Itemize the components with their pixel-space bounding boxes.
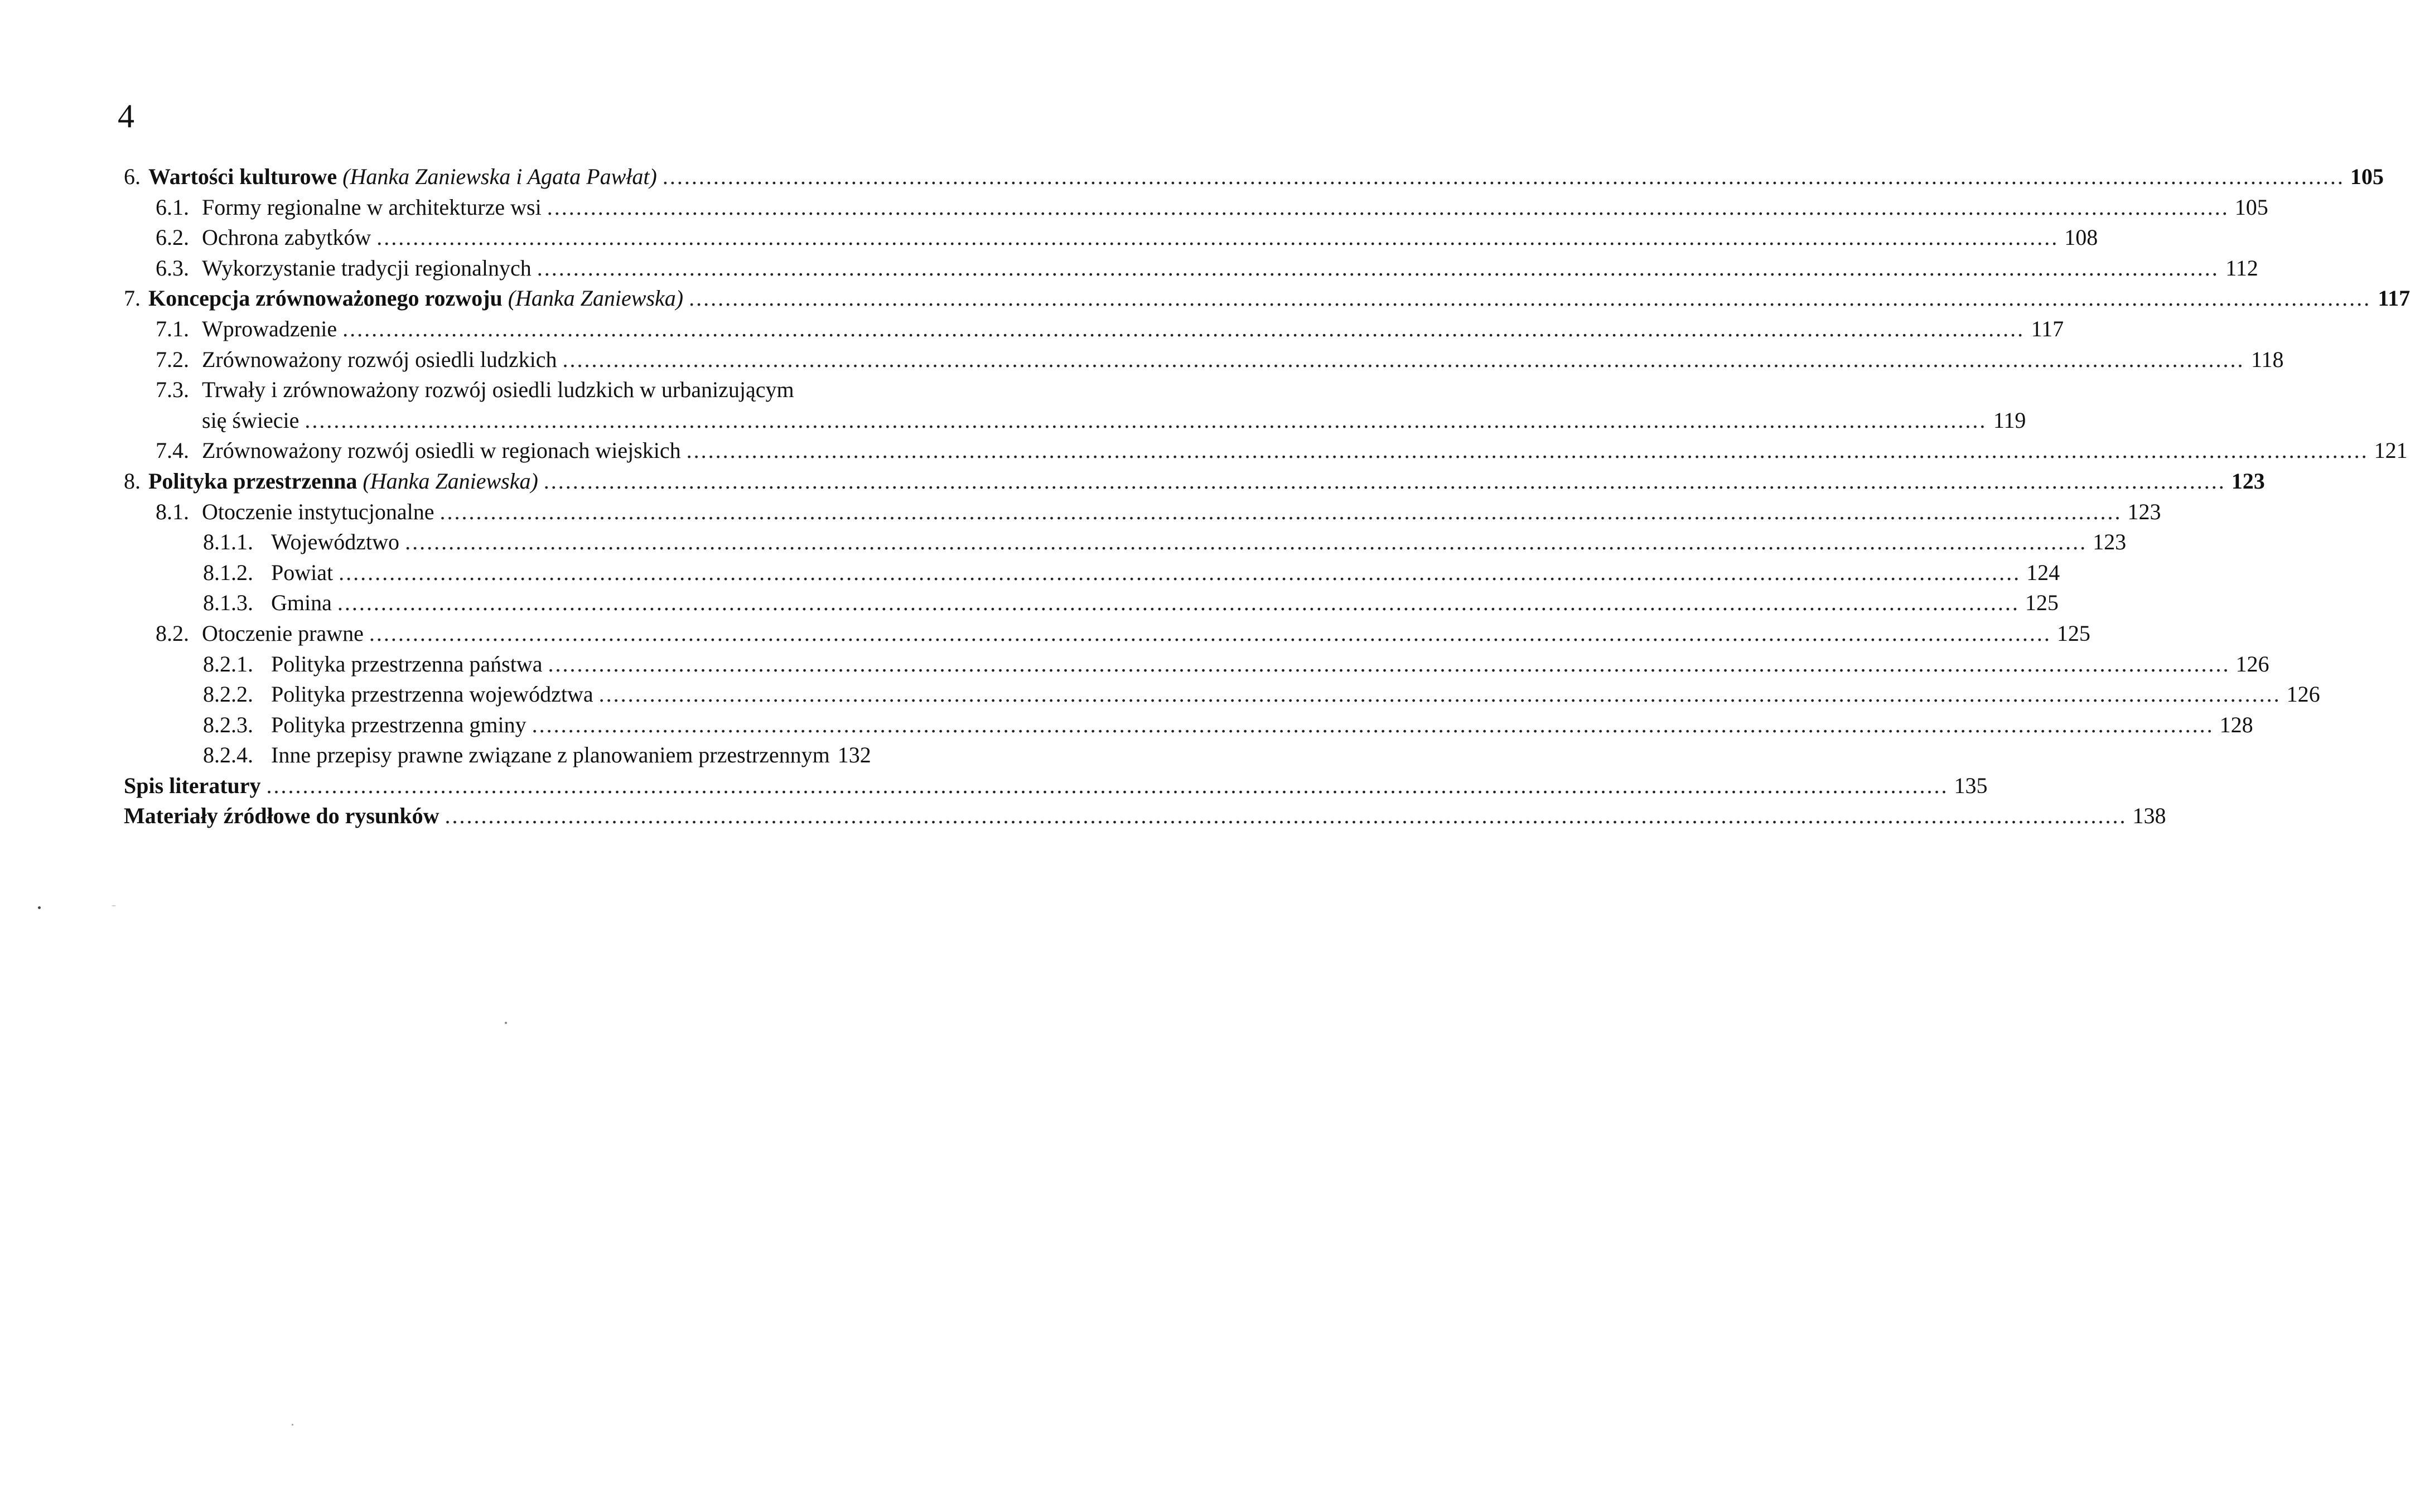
toc-entry-title: Otoczenie instytucjonalne [202,499,434,524]
toc-entry-page: 126 [2286,682,2320,707]
toc-entry-title: Wykorzystanie tradycji regionalnych [202,255,532,281]
toc-entry-number: 7.2. [156,346,189,372]
dot-leader [376,223,2059,253]
dot-leader [548,649,2230,680]
toc-entry-title: Polityka przestrzenna państwa [271,651,543,677]
toc-entry-number: 7.4. [156,438,189,463]
dot-leader [547,192,2229,223]
toc-entry-title: Koncepcja zrównoważonego rozwoju (Hanka Zaniewska) [148,286,684,311]
toc-entry-author: (Hanka Zaniewska i Agata Pawłat) [342,164,657,189]
toc-entry-page: 124 [2026,559,2060,585]
toc-entry[interactable] [124,649,2269,680]
toc-entry-title: Polityka przestrzenna (Hanka Zaniewska) [148,468,538,494]
toc-entry-number: 7. [124,286,141,311]
toc-entry[interactable] [124,466,2265,497]
toc-entry-page: 105 [2234,194,2268,220]
toc-entry[interactable] [124,375,982,405]
toc-entry-author: (Hanka Zaniewska) [508,286,684,311]
toc-entry-number: 8.2.2. [203,682,253,707]
toc-entry-title: Powiat [271,559,334,585]
toc-entry[interactable] [124,436,2408,466]
toc-entry-number: 6.2. [156,225,189,250]
toc-entry[interactable] [124,558,2060,588]
toc-entry[interactable] [124,740,982,771]
dot-leader [440,497,2122,528]
dot-leader [537,253,2219,284]
toc-entry-title: Województwo [271,529,400,555]
dot-leader [689,283,2371,314]
toc-entry-title: Polityka przestrzenna gminy [271,712,527,737]
toc-entry-title: Otoczenie prawne [202,620,364,646]
toc-entry[interactable] [124,801,2166,832]
toc-entry[interactable] [124,588,2059,619]
toc-entry-page: 126 [2235,651,2269,677]
scan-speck [112,905,116,906]
toc-entry-page: 121 [2374,438,2408,463]
toc-entry-page: 123 [2093,529,2127,555]
dot-leader [532,710,2214,741]
page-number: 4 [118,98,134,134]
toc-entry-title: Inne przepisy prawne związane z planowaniem przestrzennym [271,742,830,768]
toc-entry-page: 125 [2025,590,2059,616]
toc-entry-title: Wprowadzenie [202,316,337,341]
toc-entry-number: 6. [124,164,141,189]
toc-entry-number: 8.2.4. [203,742,253,768]
toc-entry-page: 118 [2251,346,2284,372]
toc-entry-title: Zrównoważony rozwój osiedli ludzkich [202,346,557,372]
toc-entry-page: 105 [2350,164,2384,189]
toc-entry[interactable] [124,253,2258,284]
toc-entry[interactable] [124,771,1988,801]
toc-entry-page: 123 [2231,468,2265,494]
toc-entry-title: Zrównoważony rozwój osiedli w regionach wiejskich [202,438,681,463]
toc-entry-title: Materiały źródłowe do rysunków [124,803,440,829]
dot-leader [369,619,2051,649]
toc-entry-title: Spis literatury [124,772,261,798]
dot-leader [663,162,2345,192]
toc-entry-page: 117 [2378,286,2410,311]
toc-entry-number: 8.1.3. [203,590,253,616]
scan-speck [505,1022,507,1024]
dot-leader [342,314,2025,345]
toc-entry[interactable] [124,710,2253,741]
toc-entry-number: 7.1. [156,316,189,341]
toc-entry[interactable] [124,345,2284,375]
dot-leader [337,588,2020,619]
scan-speck [38,906,41,909]
dot-leader [544,466,2226,497]
toc-entry-page: 108 [2064,225,2098,250]
toc-entry-page: 132 [837,742,871,768]
table-of-contents [124,162,2410,832]
dot-leader [599,679,2281,710]
toc-entry-number: 8.2.1. [203,651,253,677]
toc-entry-number: 6.1. [156,194,189,220]
toc-entry-number: 8.1.2. [203,559,253,585]
toc-entry-number: 8.1.1. [203,529,253,555]
toc-entry[interactable] [124,497,2161,528]
toc-entry-number: 8.1. [156,499,189,524]
toc-entry-title: Trwały i zrównoważony rozwój osiedli ludzkich w urbanizującym [202,377,794,403]
dot-leader [405,527,2087,558]
toc-entry-page: 119 [1993,407,2026,433]
toc-entry-number: 6.3. [156,255,189,281]
toc-entry[interactable] [124,527,2127,558]
scan-speck [292,1424,293,1426]
toc-entry[interactable] [124,679,2320,710]
toc-entry[interactable] [124,619,2090,649]
dot-leader [339,558,2021,588]
toc-entry-number: 8. [124,468,141,494]
toc-entry-number: 7.3. [156,377,189,403]
toc-entry-title: Formy regionalne w architekturze wsi [202,194,542,220]
toc-entry-author: (Hanka Zaniewska) [363,468,538,494]
toc-entry-title: się świecie [202,407,300,433]
toc-entry-number: 8.2.3. [203,712,253,737]
toc-entry[interactable] [124,162,2384,192]
dot-leader [267,771,1949,801]
toc-entry-page: 128 [2219,712,2253,737]
dot-leader [687,436,2369,466]
toc-entry[interactable] [124,314,2064,345]
toc-entry-title: Wartości kulturowe (Hanka Zaniewska i Agata Pawłat) [148,164,657,189]
toc-entry-title: Ochrona zabytków [202,225,371,250]
toc-entry-page: 123 [2127,499,2161,524]
dot-leader [445,801,2127,832]
toc-entry-title: Gmina [271,590,332,616]
toc-entry-number: 8.2. [156,620,189,646]
dot-leader [563,345,2245,375]
toc-entry-page: 112 [2225,255,2258,281]
toc-entry-continuation[interactable] [124,405,2026,436]
toc-entry-page: 117 [2031,316,2064,341]
toc-entry[interactable] [124,283,2410,314]
toc-entry[interactable] [124,192,2268,223]
dot-leader [305,405,1987,436]
toc-entry-page: 135 [1954,772,1988,798]
toc-entry[interactable] [124,223,2098,253]
toc-entry-title: Polityka przestrzenna województwa [271,682,593,707]
toc-entry-page: 125 [2056,620,2090,646]
toc-entry-page: 138 [2132,803,2166,829]
